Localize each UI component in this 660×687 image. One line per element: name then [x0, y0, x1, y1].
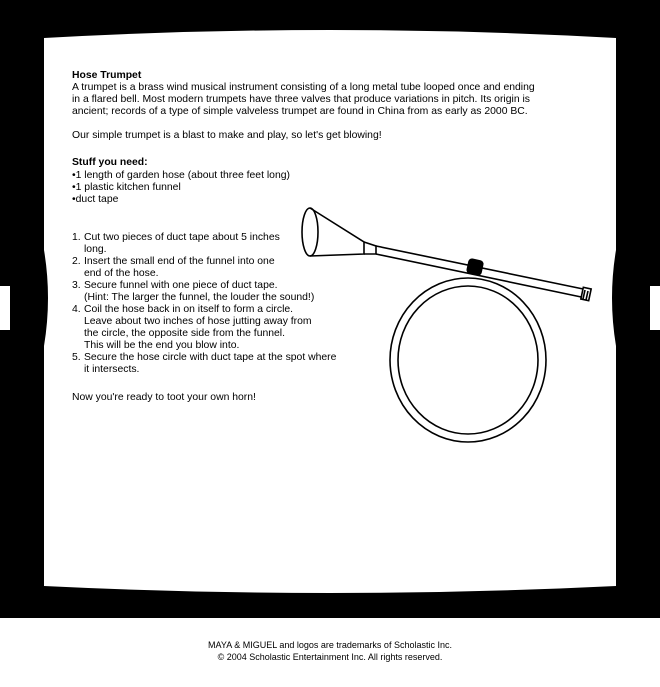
- step-text: Secure the hose circle with duct tape at the spot where it intersects.: [84, 352, 337, 375]
- materials-item: • 1 length of garden hose (about three feet long): [72, 170, 290, 182]
- closing-line: Now you're ready to toot your own horn!: [72, 392, 256, 403]
- materials-heading: Stuff you need:: [72, 157, 148, 168]
- step-number: 2.: [72, 256, 81, 267]
- step-number: 5.: [72, 352, 81, 363]
- hose-trumpet-illustration: [296, 202, 606, 452]
- copyright-line: © 2004 Scholastic Entertainment Inc. All rights reserved.: [217, 652, 443, 662]
- step-text: Secure funnel with one piece of duct tape. (Hint: The larger the funnel, the louder the sound!): [84, 280, 315, 303]
- intro-line-3: ancient; records of a type of simple valveless trumpet are found in China from as early as 2000 BC.: [72, 106, 528, 117]
- materials-list: [72, 170, 290, 206]
- materials-item: • 1 plastic kitchen funnel: [72, 182, 290, 194]
- trademark-line: MAYA & MIGUEL and logos are trademarks of Scholastic Inc.: [208, 640, 452, 650]
- step-text: Coil the hose back in on itself to form a circle. Leave about two inches of hose jutting away from the circle, the opposite side from the funnel. This will be the end you blow into.: [84, 304, 312, 351]
- step-number: 1.: [72, 232, 81, 243]
- step-text: Cut two pieces of duct tape about 5 inches long.: [84, 232, 280, 255]
- step-text: Insert the small end of the funnel into one end of the hose.: [84, 256, 275, 279]
- materials-item: • duct tape: [72, 194, 290, 206]
- step-number: 3.: [72, 280, 81, 291]
- intro-line-2: in a flared bell. Most modern trumpets have three valves that produce variations in pitch. Its origin is: [72, 94, 530, 105]
- step-number: 4.: [72, 304, 81, 315]
- tagline: Our simple trumpet is a blast to make and play, so let's get blowing!: [72, 130, 382, 141]
- intro-line-1: A trumpet is a brass wind musical instrument consisting of a long metal tube looped once and ending: [72, 82, 535, 93]
- page-title: Hose Trumpet: [72, 70, 142, 81]
